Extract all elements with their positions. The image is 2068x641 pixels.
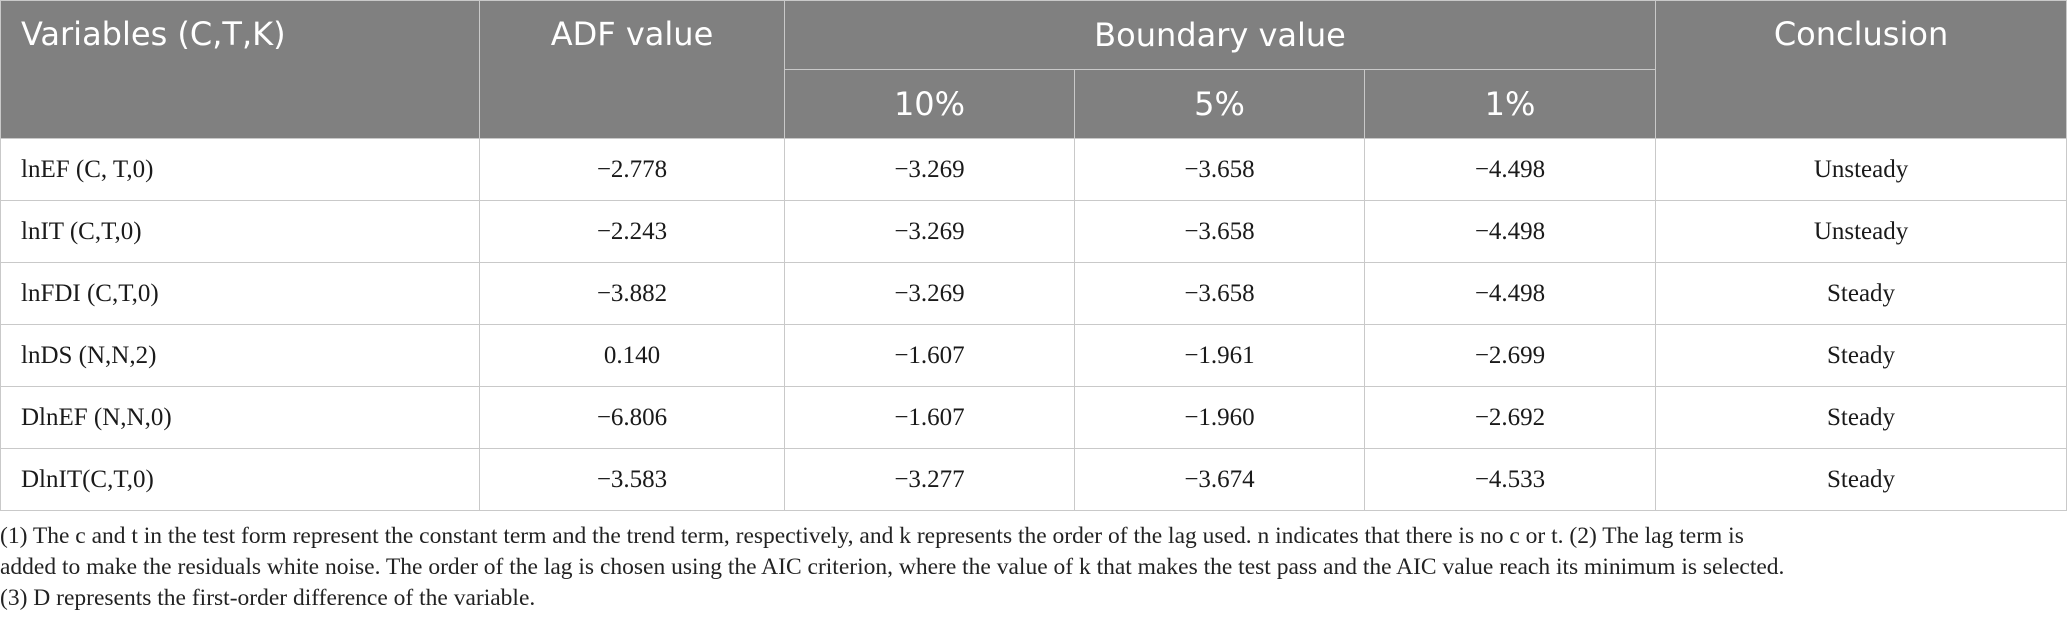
header-level-10: 10% xyxy=(785,70,1075,139)
table-row xyxy=(1,201,2067,263)
header-conclusion: Conclusion xyxy=(1656,1,2067,139)
cell-boundary-10: −3.277 xyxy=(785,449,1075,511)
footnote-line-2: added to make the residuals white noise. The order of the lag is chosen using the AIC criterion, where the value of k that makes the test pass and the AIC value reach its minimum is selected. xyxy=(0,554,1785,580)
cell-boundary-5: −1.961 xyxy=(1075,325,1365,387)
header-boundary-value: Boundary value xyxy=(785,1,1656,70)
cell-boundary-5: −3.658 xyxy=(1075,263,1365,325)
table-row xyxy=(1,139,2067,201)
header-level-1: 1% xyxy=(1365,70,1656,139)
table-body xyxy=(1,139,2067,511)
cell-boundary-1: −2.692 xyxy=(1365,387,1656,449)
cell-boundary-5: −3.658 xyxy=(1075,139,1365,201)
cell-boundary-5: −1.960 xyxy=(1075,387,1365,449)
cell-conclusion: Unsteady xyxy=(1656,201,2067,263)
cell-boundary-10: −1.607 xyxy=(785,325,1075,387)
cell-conclusion: Steady xyxy=(1656,449,2067,511)
cell-boundary-5: −3.658 xyxy=(1075,201,1365,263)
header-adf-value: ADF value xyxy=(480,1,785,139)
header-variables: Variables (C,T,K) xyxy=(1,1,480,139)
table-row xyxy=(1,449,2067,511)
cell-adf-value: −2.778 xyxy=(480,139,785,201)
cell-boundary-10: −3.269 xyxy=(785,263,1075,325)
table-row xyxy=(1,325,2067,387)
cell-variable: lnFDI (C,T,0) xyxy=(1,263,480,325)
cell-variable: DlnIT(C,T,0) xyxy=(1,449,480,511)
cell-conclusion: Steady xyxy=(1656,387,2067,449)
table-footnote xyxy=(0,521,2060,614)
cell-adf-value: −3.882 xyxy=(480,263,785,325)
cell-adf-value: 0.140 xyxy=(480,325,785,387)
footnote-line-1: (1) The c and t in the test form represent the constant term and the trend term, respectively, and k represents the order of the lag used. n indicates that there is no c or t. (2) The lag term is xyxy=(0,523,1744,549)
cell-boundary-10: −1.607 xyxy=(785,387,1075,449)
cell-variable: DlnEF (N,N,0) xyxy=(1,387,480,449)
cell-boundary-1: −4.498 xyxy=(1365,139,1656,201)
cell-variable: lnDS (N,N,2) xyxy=(1,325,480,387)
cell-adf-value: −6.806 xyxy=(480,387,785,449)
cell-variable: lnIT (C,T,0) xyxy=(1,201,480,263)
cell-boundary-10: −3.269 xyxy=(785,201,1075,263)
table-row xyxy=(1,263,2067,325)
footnote-line-3: (3) D represents the first-order difference of the variable. xyxy=(0,585,536,611)
cell-boundary-1: −2.699 xyxy=(1365,325,1656,387)
cell-variable: lnEF (C, T,0) xyxy=(1,139,480,201)
cell-boundary-1: −4.498 xyxy=(1365,263,1656,325)
cell-boundary-1: −4.533 xyxy=(1365,449,1656,511)
table-header xyxy=(1,1,2067,139)
cell-boundary-10: −3.269 xyxy=(785,139,1075,201)
cell-conclusion: Steady xyxy=(1656,325,2067,387)
cell-adf-value: −2.243 xyxy=(480,201,785,263)
cell-conclusion: Steady xyxy=(1656,263,2067,325)
cell-boundary-1: −4.498 xyxy=(1365,201,1656,263)
cell-adf-value: −3.583 xyxy=(480,449,785,511)
header-level-5: 5% xyxy=(1075,70,1365,139)
cell-conclusion: Unsteady xyxy=(1656,139,2067,201)
cell-boundary-5: −3.674 xyxy=(1075,449,1365,511)
header-row-top xyxy=(1,1,2067,70)
table-row xyxy=(1,387,2067,449)
